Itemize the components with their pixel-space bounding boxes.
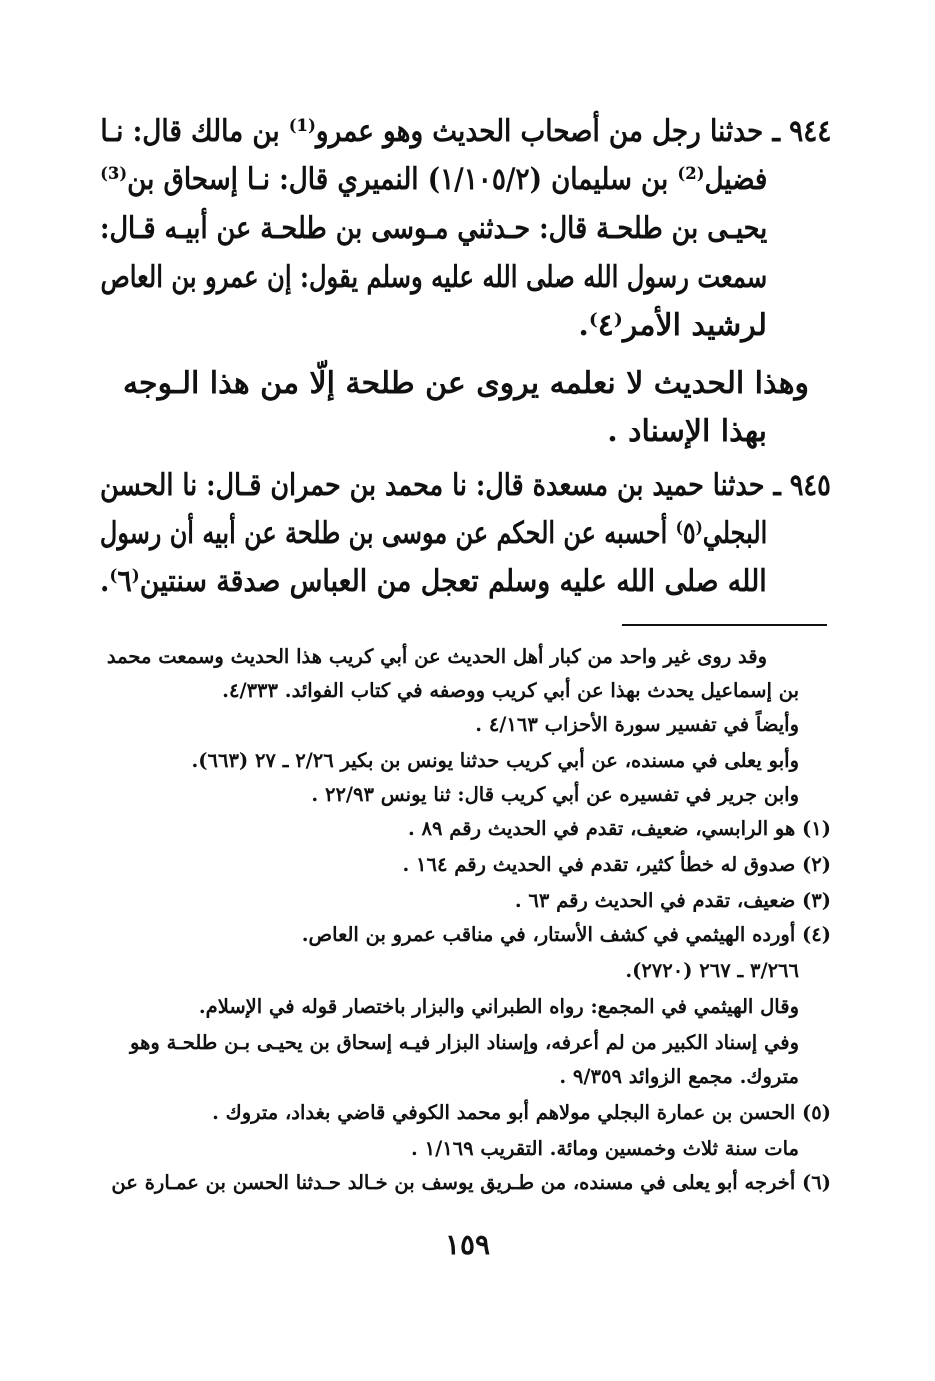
page-number: ١٥٩ [444,1228,491,1261]
hadith-944-line-3: يحيـى بن طلحـة قال: حـدثني مـوسى بن طلحـة عن أبيـه قـال: [99,211,767,246]
footnote-line: وفي إسناد الكبير من لم أعرفه، وإسناد البزار فيـه إسحاق بن يحيـى بـن طلحـة وهو [130,1031,799,1054]
footnote-line: بن إسماعيل يحدث بهذا عن أبي كريب ووصفه في كتاب الفوائد. ٤/٣٣٣. [222,679,799,702]
hadith-945-line-1: ٩٤٥ ـ حدثنا حميد بن مسعدة قال: نا محمد بن حمران قـال: نا الحسن [100,468,831,503]
footnote-line: وقد روى غير واحد من كبار أهل الحديث عن أبي كريب هذا الحديث وسمعت محمد [106,645,767,668]
footnote-line: وأبو يعلى في مسنده، عن أبي كريب حدثنا يونس بن بكير ٢/٢٦ ـ ٢٧ (٦٦٣). [191,749,799,772]
hadith-944-line-4: سمعت رسول الله صلى الله عليه وسلم يقول: إن عمرو بن العاص [100,260,767,295]
commentary-line-2: بهذا الإسناد . [607,414,767,449]
footnote-separator [622,624,827,626]
commentary-line-1: وهذا الحديث لا نعلمه يروى عن طلحة إلّا من هذا الـوجه [122,366,809,401]
footnote-5: (٥) الحسن بن عمارة البجلي مولاهم أبو محمد الكوفي قاضي بغداد، متروك . [212,1101,831,1124]
hadith-944-line-2: فضيل⁽²⁾ بن سليمان (١/١٠٥/٢) النميري قال: نـا إسحاق بن⁽³⁾ [99,162,767,197]
footnote-1: (١) هو الرابسي، ضعيف، تقدم في الحديث رقم ٨٩ . [407,817,831,840]
footnote-line: وأيضاً في تفسير سورة الأحزاب ٤/١٦٣ . [475,713,799,736]
footnote-line: متروك. مجمع الزوائد ٩/٣٥٩ . [559,1065,799,1088]
hadith-944-line-5: لرشيد الأمر⁽٤⁾. [578,308,767,343]
footnote-line: وقال الهيثمي في المجمع: رواه الطبراني والبزار باختصار قوله في الإسلام. [198,995,799,1018]
footnote-6: (٦) أخرجه أبو يعلى في مسنده، من طـريق يوسف بن خـالد حـدثنا الحسن بن عمـارة عن [111,1171,831,1194]
footnote-line: ٣/٢٦٦ ـ ٢٦٧ (٢٧٢٠). [625,959,799,982]
footnote-line: وابن جرير في تفسيره عن أبي كريب قال: ثنا يونس ٢٢/٩٣ . [311,783,799,806]
footnote-line: مات سنة ثلاث وخمسين ومائة. التقريب ١/١٦٩ . [411,1137,799,1160]
footnote-2: (٢) صدوق له خطأ كثير، تقدم في الحديث رقم ١٦٤ . [402,853,831,876]
footnote-3: (٣) ضعيف، تقدم في الحديث رقم ٦٣ . [514,889,831,912]
hadith-944-line-1: ٩٤٤ ـ حدثنا رجل من أصحاب الحديث وهو عمرو⁽¹⁾ بن مالك قال: نـا [99,114,831,149]
footnote-4: (٤) أورده الهيثمي في كشف الأستار، في مناقب عمرو بن العاص. [301,923,831,946]
hadith-945-line-2: البجلي⁽٥⁾ أحسبه عن الحكم عن موسى بن طلحة عن أبيه أن رسول [99,516,767,551]
hadith-945-line-3: الله صلى الله عليه وسلم تعجل من العباس صدقة سنتين⁽٦⁾. [100,564,767,599]
